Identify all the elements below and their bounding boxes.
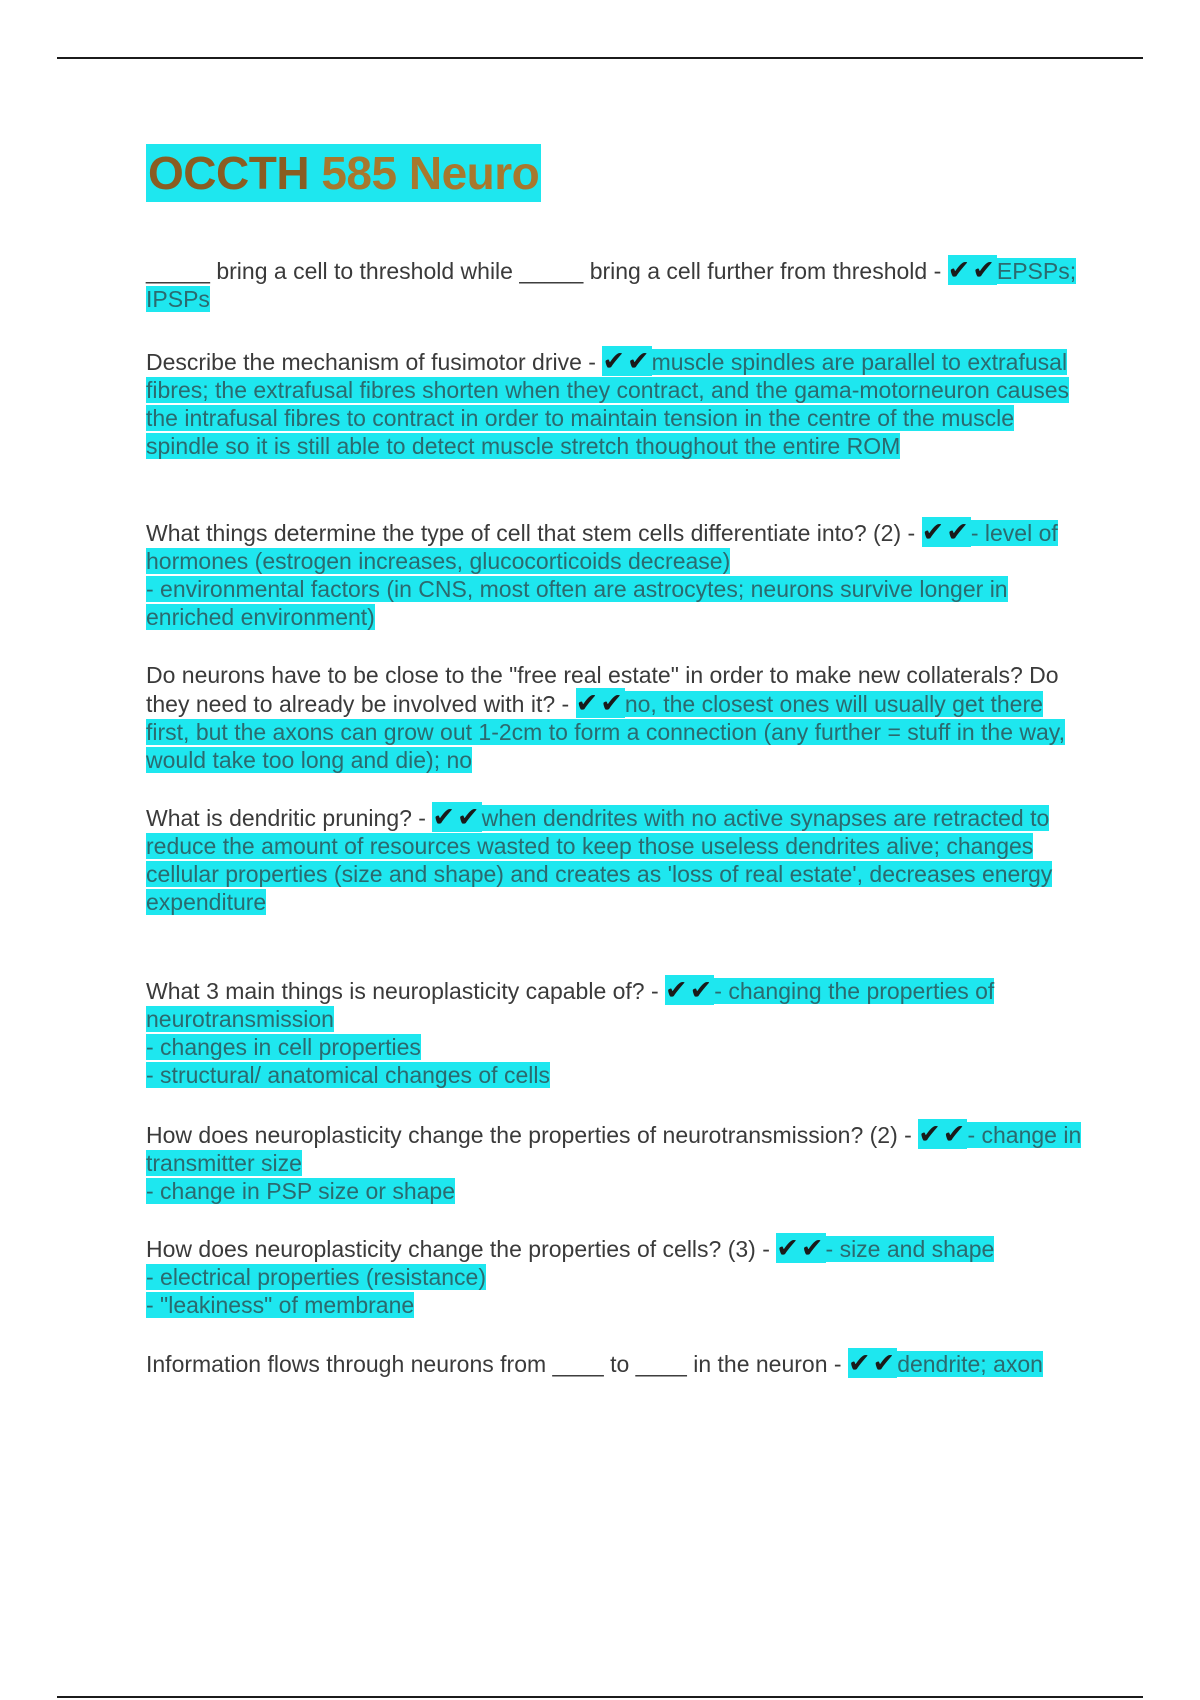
question-text: What is dendritic pruning? -	[146, 805, 433, 831]
answer-text: no, the closest ones will usually get there first, but the axons can grow out 1-2cm to form a connection (any further = stuff in the way, would take too long and die); no	[146, 691, 1065, 773]
qa-item-7	[146, 1120, 1086, 1205]
question-text: How does neuroplasticity change the properties of cells? (3) -	[146, 1236, 777, 1262]
qa-item-1	[146, 256, 1086, 313]
qa-item-8	[146, 1234, 994, 1319]
double-check-icon: ✔✔	[947, 255, 997, 285]
answer-text: - size and shape - electrical properties (resistance) - "leakiness" of membrane	[146, 1236, 995, 1318]
qa-item-2	[146, 347, 1086, 460]
double-check-icon: ✔✔	[776, 1233, 826, 1263]
double-check-icon: ✔✔	[921, 517, 971, 547]
double-check-icon: ✔✔	[918, 1119, 968, 1149]
qa-item-4	[146, 661, 1086, 774]
question-text: Do neurons have to be close to the "free real estate" in order to make new collaterals? Do they need to already be involved with it? -	[146, 662, 1059, 717]
qa-item-6	[146, 976, 1086, 1089]
question-text: What 3 main things is neuroplasticity capable of? -	[146, 978, 666, 1004]
double-check-icon: ✔✔	[602, 346, 652, 376]
qa-item-9	[146, 1349, 1043, 1378]
question-text: _____ bring a cell to threshold while _____ bring a cell further from threshold -	[146, 258, 948, 284]
footer-rule	[57, 1696, 1143, 1698]
document-title	[146, 144, 541, 202]
double-check-icon: ✔✔	[432, 802, 482, 832]
qa-item-3	[146, 518, 1086, 631]
question-text: Information flows through neurons from ____ to ____ in the neuron -	[146, 1351, 848, 1377]
question-text: How does neuroplasticity change the properties of neurotransmission? (2) -	[146, 1122, 919, 1148]
qa-item-5	[146, 803, 1086, 916]
title-course-code: OCCTH	[148, 147, 310, 199]
answer-text: - level of hormones (estrogen increases, glucocorticoids decrease) - environmental factors (in CNS, most often are astrocytes; neurons survive longer in enriched environment)	[146, 520, 1058, 630]
answer-text: - change in transmitter size - change in PSP size or shape	[146, 1122, 1082, 1204]
title-course-name: 585 Neuro	[309, 147, 540, 199]
answer-text: muscle spindles are parallel to extrafusal fibres; the extrafusal fibres shorten when they contract, and the gama-motorneuron causes the intrafusal fibres to contract in order to maintain tension in the centre of the muscle spindle so it is still able to detect muscle stretch thoughout the entire ROM	[146, 349, 1070, 459]
document-content	[146, 144, 1086, 1378]
double-check-icon: ✔✔	[665, 975, 715, 1005]
double-check-icon: ✔✔	[847, 1348, 898, 1378]
answer-text: when dendrites with no active synapses are retracted to reduce the amount of resources wasted to keep those useless dendrites alive; changes cellular properties (size and shape) and creates as 'loss of real estate', decreases energy expenditure	[146, 805, 1053, 915]
answer-text: EPSPs; IPSPs	[146, 258, 1077, 312]
answer-text: - changing the properties of neurotransmission - changes in cell properties - structural/ anatomical changes of cells	[146, 978, 995, 1088]
double-check-icon: ✔✔	[575, 688, 625, 718]
question-text: What things determine the type of cell that stem cells differentiate into? (2) -	[146, 520, 922, 546]
answer-text: dendrite; axon	[897, 1351, 1043, 1377]
question-text: Describe the mechanism of fusimotor drive -	[146, 349, 603, 375]
header-rule	[57, 57, 1143, 59]
